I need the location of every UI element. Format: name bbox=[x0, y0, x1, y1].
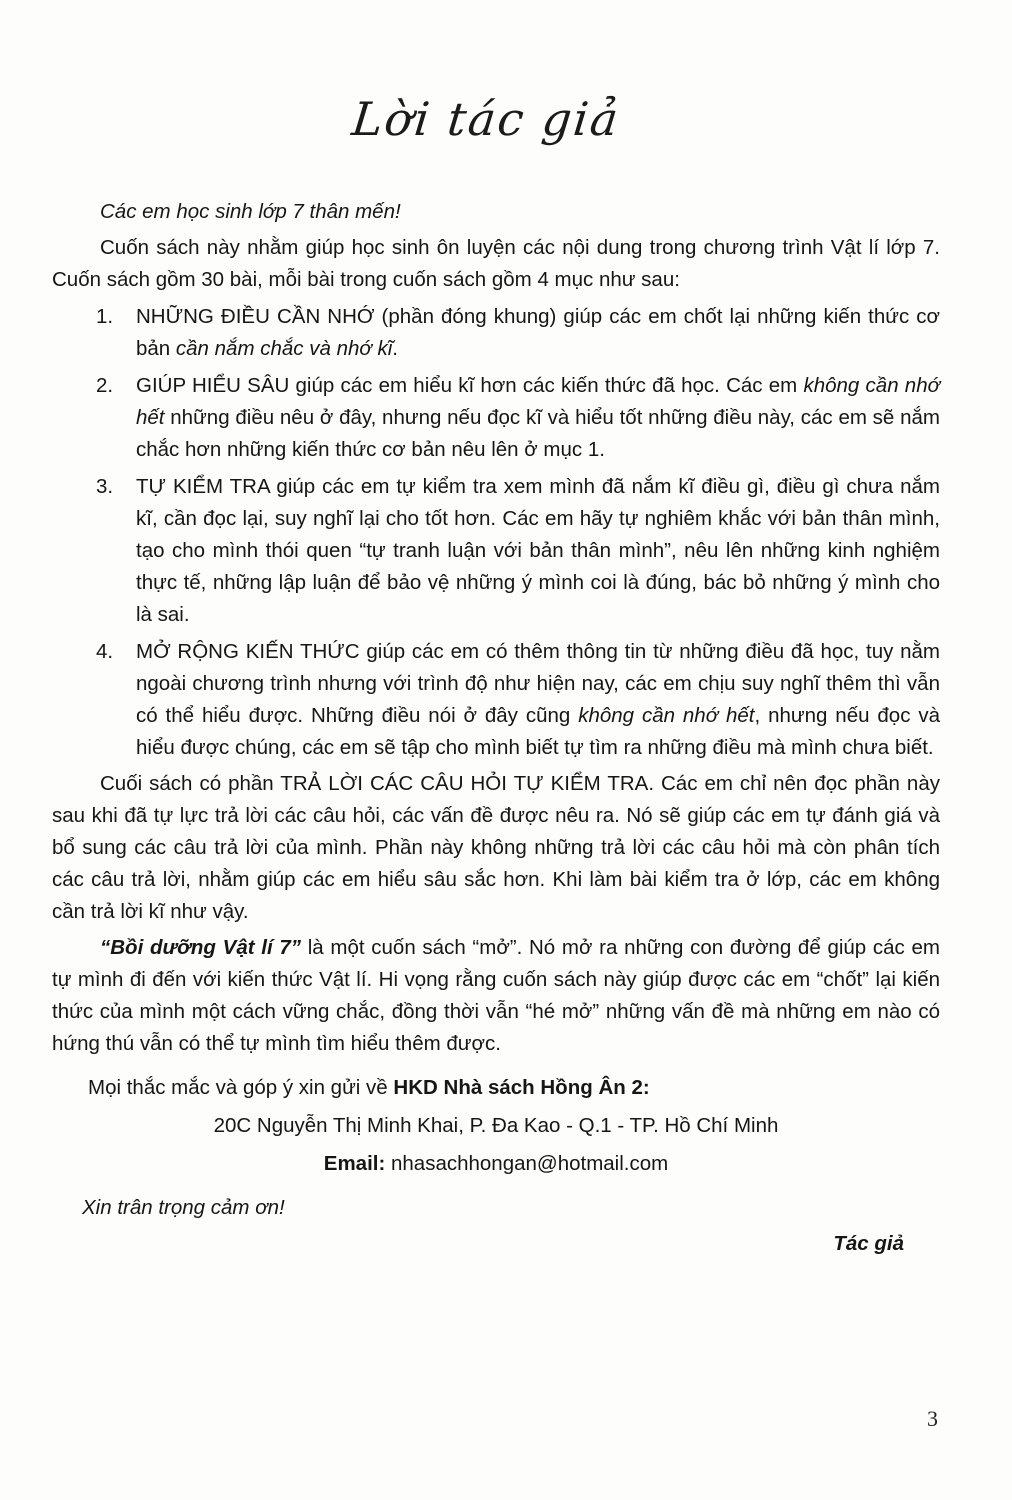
text-run: nhasachhongan@hotmail.com bbox=[390, 1152, 669, 1175]
text-run: là một cuốn sách “mở”. Nó mở ra những con đường để giúp các em tự mình đi đến với kiến thức Vật lí. Hi vọng rằng cuốn sách này giúp được các em “chốt” lại kiến thức của mình một cách vững chắc, đồng thời vẫn “hé mở” những vấn đề mà những em nào có hứng thú vẫn có thể tự mình tìm hiểu thêm được. bbox=[52, 936, 940, 1055]
text-run: không cần nhớ hết bbox=[578, 704, 755, 727]
paragraph bbox=[52, 1110, 940, 1142]
text-run: Tác giả bbox=[833, 1232, 904, 1255]
list-number: 2. bbox=[96, 374, 114, 397]
text-run: “Bồi dưỡng Vật lí 7” bbox=[100, 936, 302, 959]
text-run: không cần nhớ hết bbox=[136, 374, 940, 429]
text-run: Xin trân trọng cảm ơn! bbox=[82, 1196, 285, 1219]
text-run: NHỮNG ĐIỀU CẦN NHỚ (phần đóng khung) giúp các em chốt lại những kiến thức cơ bản bbox=[136, 305, 940, 360]
text-run: những điều nêu ở đây, nhưng nếu đọc kĩ và hiểu tốt những điều này, các em sẽ nắm chắc hơn những kiến thức cơ bản nêu lên ở mục 1. bbox=[136, 406, 940, 461]
content bbox=[52, 196, 940, 1260]
page-number: 3 bbox=[927, 1406, 938, 1431]
text-run: HKD Nhà sách Hồng Ân 2: bbox=[393, 1076, 650, 1099]
text-run: Các em học sinh lớp 7 thân mến! bbox=[100, 200, 401, 223]
list-item bbox=[52, 301, 940, 365]
text-run: Email: bbox=[323, 1152, 391, 1175]
list-number: 1. bbox=[96, 305, 114, 328]
paragraph bbox=[52, 196, 940, 228]
list-item bbox=[52, 471, 940, 631]
text-run: Cuối sách có phần TRẢ LỜI CÁC CÂU HỎI TỰ KIỂM TRA. Các em chỉ nên đọc phần này sau khi đã tự lực trả lời các câu hỏi, các vấn đề được nêu ra. Nó sẽ giúp các em tự đánh giá và bổ sung các câu trả lời của mình. Phần này không những trả lời các câu hỏi mà còn phân tích các câu trả lời, nhằm giúp các em hiểu sâu sắc hơn. Khi làm bài kiểm tra ở lớp, các em không cần trả lời kĩ như vậy. bbox=[52, 772, 940, 923]
paragraph bbox=[52, 932, 940, 1060]
text-run: GIÚP HIỂU SÂU giúp các em hiểu kĩ hơn các kiến thức đã học. Các em bbox=[136, 374, 804, 397]
paragraph bbox=[52, 1228, 940, 1260]
text-run: Mọi thắc mắc và góp ý xin gửi về bbox=[88, 1076, 394, 1099]
text-run: . bbox=[392, 337, 398, 360]
text-run: Cuốn sách này nhằm giúp học sinh ôn luyện các nội dung trong chương trình Vật lí lớp 7. Cuốn sách gồm 30 bài, mỗi bài trong cuốn sách gồm 4 mục như sau: bbox=[52, 236, 940, 291]
text-run: , nhưng nếu đọc và hiểu được chúng, các em sẽ tập cho mình biết tự tìm ra những điều mà mình chưa biết. bbox=[136, 704, 941, 759]
list-number: 3. bbox=[96, 475, 114, 498]
paragraph bbox=[52, 1072, 940, 1104]
text-run: MỞ RỘNG KIẾN THỨC giúp các em có thêm thông tin từ những điều đã học, tuy nằm ngoài chương trình nhưng với trình độ như hiện nay, các em chịu suy nghĩ thêm thì vẫn có thể hiểu được. Những điều nói ở đây cũng bbox=[136, 640, 940, 727]
list-item bbox=[52, 370, 940, 466]
list-number: 4. bbox=[96, 640, 114, 663]
text-run: TỰ KIỂM TRA giúp các em tự kiểm tra xem mình đã nắm kĩ điều gì, điều gì chưa nắm kĩ, cần đọc lại, suy nghĩ lại cho tốt hơn. Các em hãy tự nghiêm khắc với bản thân mình, tạo cho mình thói quen “tự tranh luận với bản thân mình”, nêu lên những kinh nghiệm thực tế, những lập luận để bảo vệ những ý mình coi là đúng, bác bỏ những ý mình cho là sai. bbox=[136, 475, 940, 626]
paragraph bbox=[52, 768, 940, 928]
list-item bbox=[52, 636, 940, 764]
text-run: 20C Nguyễn Thị Minh Khai, P. Đa Kao - Q.1 - TP. Hồ Chí Minh bbox=[213, 1114, 779, 1137]
paragraph bbox=[52, 1148, 940, 1180]
paragraph bbox=[52, 1192, 940, 1224]
paragraph bbox=[52, 232, 940, 296]
page-title: Lời tác giả bbox=[349, 92, 623, 146]
text-run: cần nắm chắc và nhớ kĩ bbox=[175, 337, 393, 360]
